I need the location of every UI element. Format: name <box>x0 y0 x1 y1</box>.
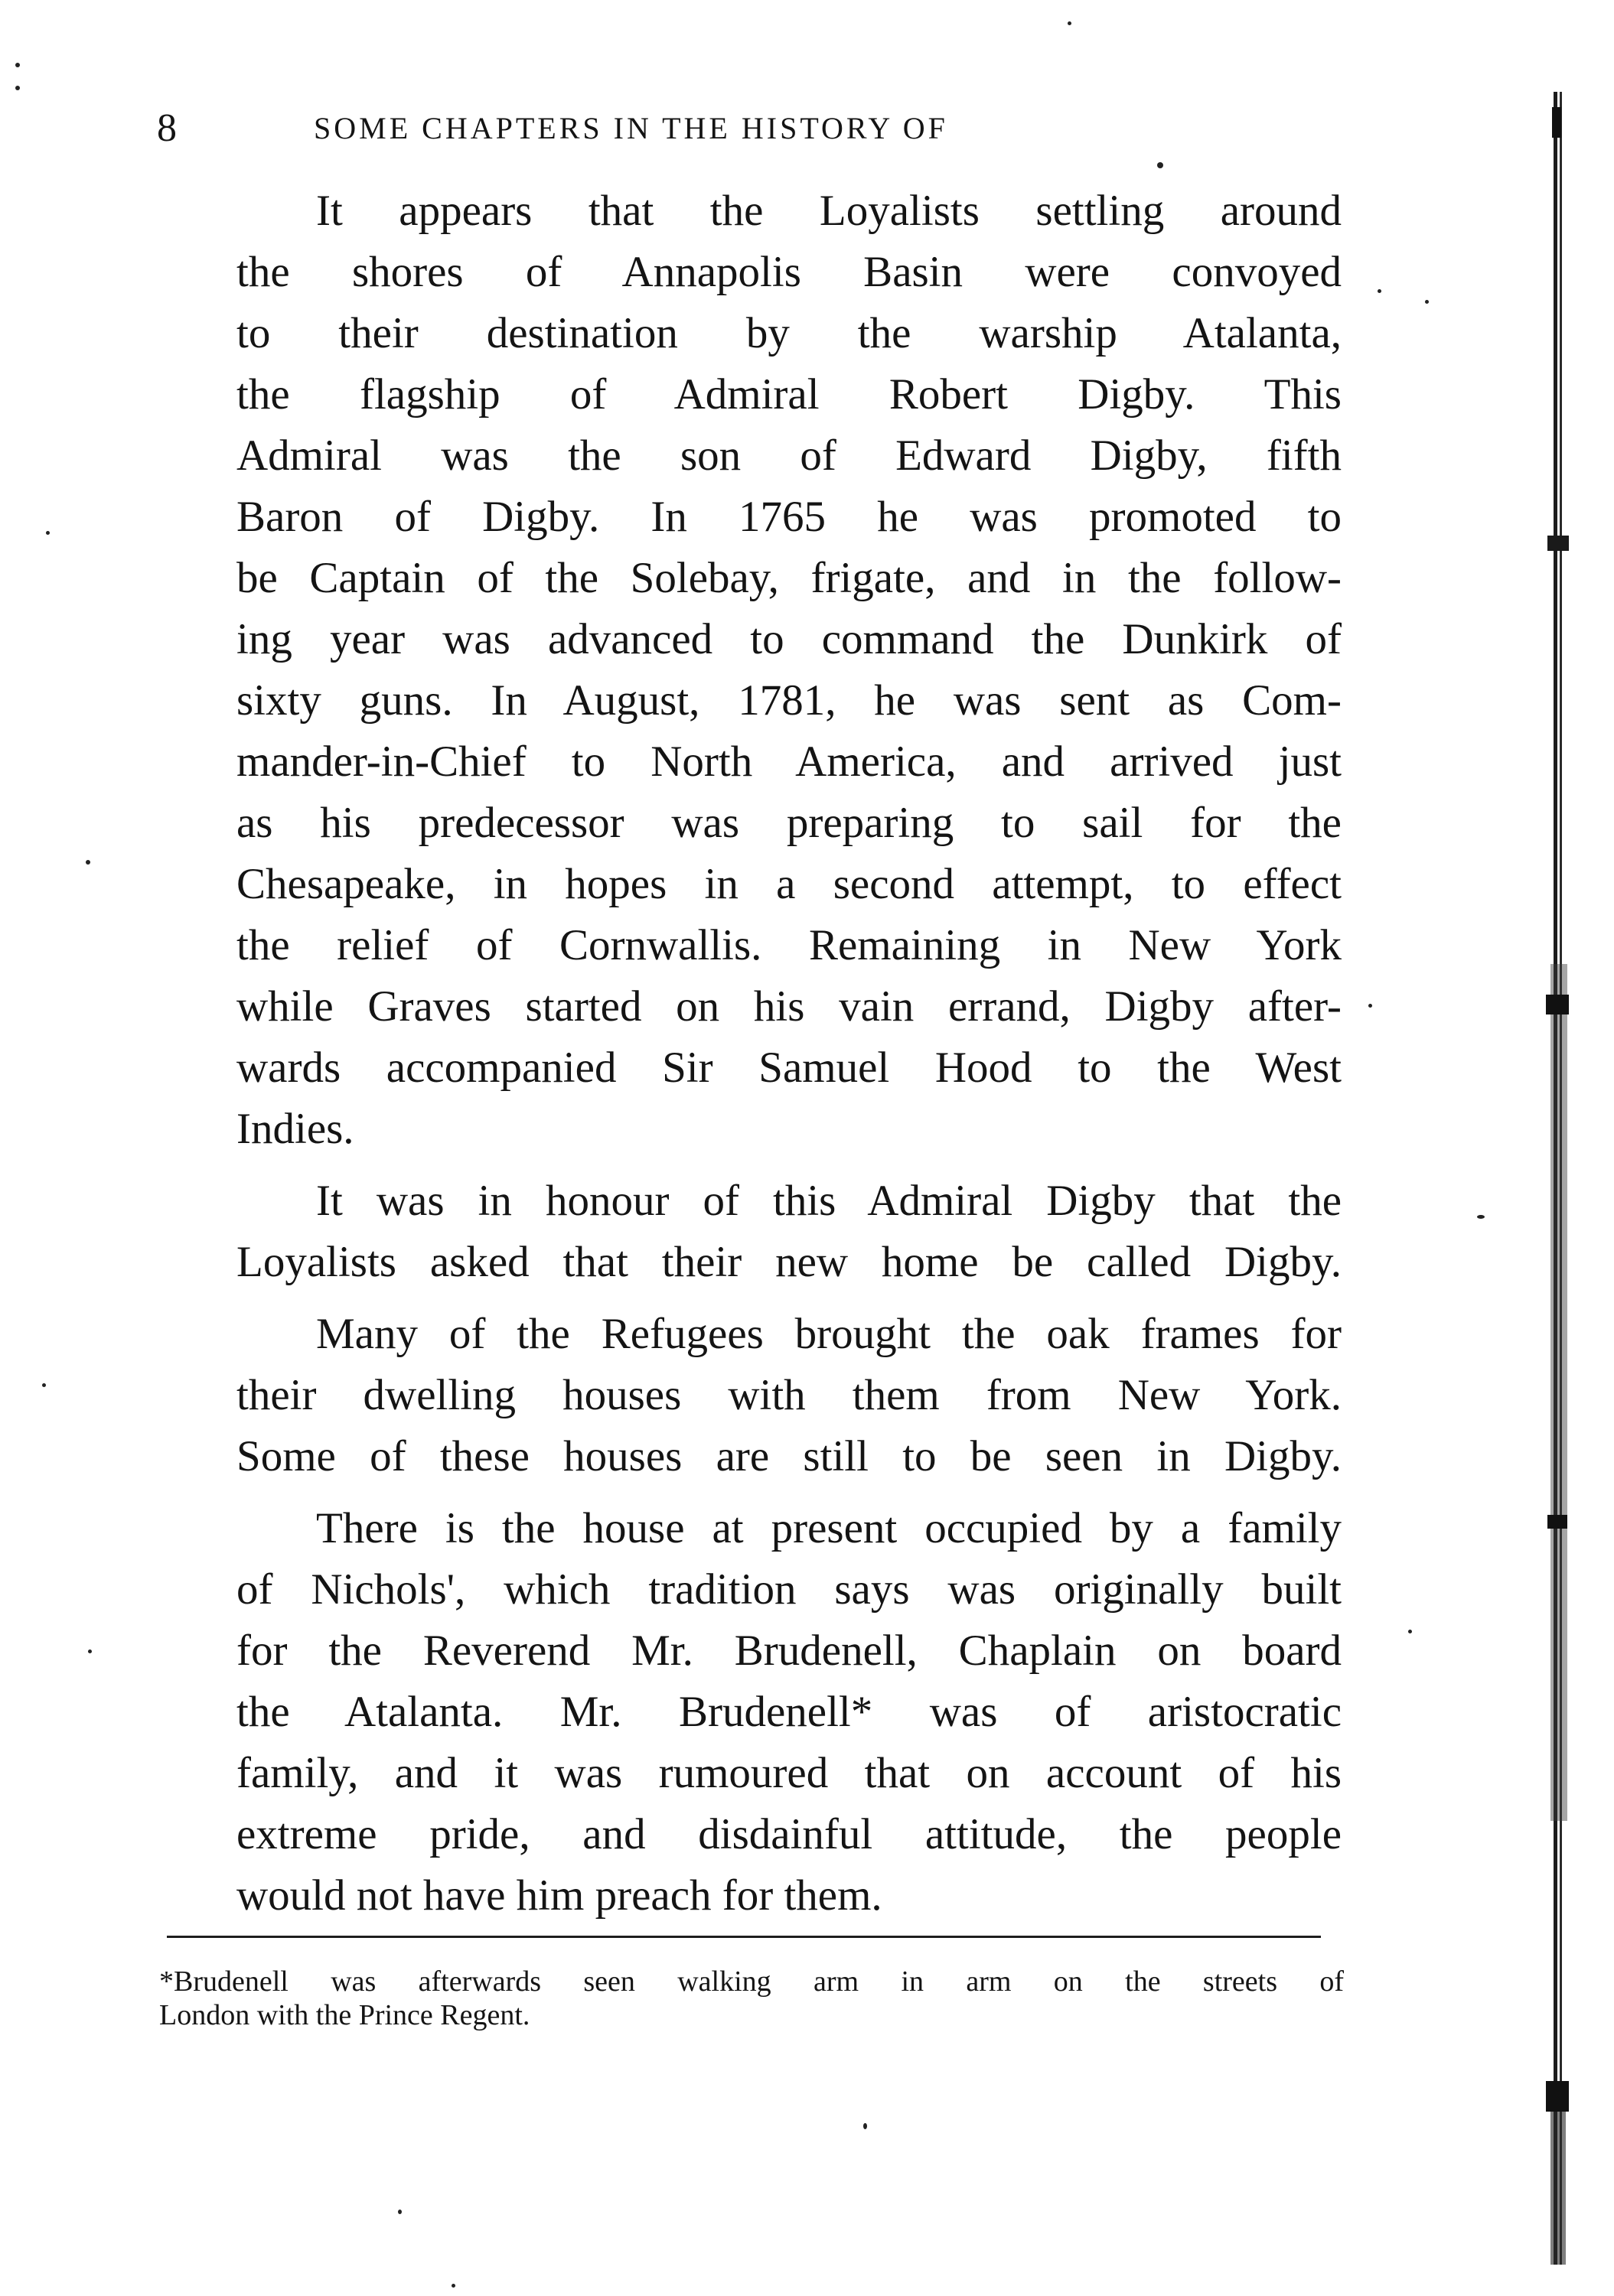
body-text <box>157 181 1342 1926</box>
scan-speck <box>1157 162 1163 168</box>
footnote-divider <box>167 1936 1321 1938</box>
text-line: Admiral was the son of Edward Digby, fifth <box>236 432 1342 480</box>
text-line: of Nichols', which tradition says was originally built <box>236 1565 1342 1614</box>
text-line: to their destination by the warship Atalanta, <box>236 309 1342 357</box>
footnote <box>159 1965 1344 2032</box>
footnote-line: London with the Prince Regent. <box>159 1999 530 2031</box>
scan-speck <box>1408 1630 1412 1633</box>
text-line: their dwelling houses with them from New York. <box>236 1371 1342 1419</box>
footnote-line: *Brudenell was afterwards seen walking arm in arm on the streets of <box>159 1965 1344 1998</box>
text-line: Many of the Refugees brought the oak frames for <box>316 1310 1342 1358</box>
scan-speck <box>42 1383 46 1387</box>
paragraph-loyalists-convoy <box>157 181 1342 1160</box>
scan-speck <box>46 531 50 535</box>
text-line: the shores of Annapolis Basin were convoyed <box>236 248 1342 296</box>
text-line: while Graves started on his vain errand, Digby after- <box>236 982 1342 1031</box>
book-spine-edge <box>1537 92 1580 2265</box>
scan-speck <box>1368 1004 1372 1008</box>
text-line: mander-in-Chief to North America, and arrived just <box>236 738 1342 786</box>
text-line: as his predecessor was preparing to sail for the <box>236 799 1342 847</box>
text-line: Baron of Digby. In 1765 he was promoted to <box>236 493 1342 541</box>
scan-speck <box>15 86 20 90</box>
text-line: Some of these houses are still to be seen in Digby. <box>236 1432 1342 1480</box>
text-line: be Captain of the Solebay, frigate, and in the follow- <box>236 554 1342 602</box>
text-line: the relief of Cornwallis. Remaining in New York <box>236 921 1342 969</box>
text-line: family, and it was rumoured that on account of his <box>236 1749 1342 1797</box>
text-line: extreme pride, and disdainful attitude, the people <box>236 1810 1342 1858</box>
running-title: SOME CHAPTERS IN THE HISTORY OF <box>314 111 948 145</box>
text-line: sixty guns. In August, 1781, he was sent as Com- <box>236 676 1342 725</box>
text-line: wards accompanied Sir Samuel Hood to the West <box>236 1044 1342 1092</box>
text-line: There is the house at present occupied by a family <box>316 1504 1342 1552</box>
text-line: It was in honour of this Admiral Digby that the <box>316 1177 1342 1225</box>
paragraph-brudenell-house <box>157 1498 1342 1926</box>
page-header <box>157 106 1224 151</box>
scan-speck <box>863 2123 867 2129</box>
text-line: the Atalanta. Mr. Brudenell* was of aristocratic <box>236 1688 1342 1736</box>
text-line: Chesapeake, in hopes in a second attempt, to effect <box>236 860 1342 908</box>
text-line: It appears that the Loyalists settling around <box>316 187 1342 235</box>
scan-speck <box>398 2210 402 2214</box>
scan-speck <box>1068 21 1071 25</box>
scan-speck <box>1425 300 1429 304</box>
scan-speck <box>86 860 90 865</box>
text-line: would not have him preach for them. <box>236 1871 882 1920</box>
scan-speck <box>1477 1215 1485 1219</box>
text-line: the flagship of Admiral Robert Digby. This <box>236 370 1342 418</box>
scan-speck <box>1378 289 1381 293</box>
paragraph-honour-digby <box>157 1171 1342 1293</box>
page-number: 8 <box>157 106 177 150</box>
text-line: Loyalists asked that their new home be called Digby. <box>236 1238 1342 1286</box>
text-line: ing year was advanced to command the Dunkirk of <box>236 615 1342 663</box>
text-line: Indies. <box>236 1105 354 1153</box>
paragraph-refugees-houses <box>157 1304 1342 1487</box>
scan-speck <box>15 63 20 67</box>
text-line: for the Reverend Mr. Brudenell, Chaplain on board <box>236 1627 1342 1675</box>
scan-speck <box>88 1650 92 1653</box>
scan-speck <box>452 2284 455 2288</box>
